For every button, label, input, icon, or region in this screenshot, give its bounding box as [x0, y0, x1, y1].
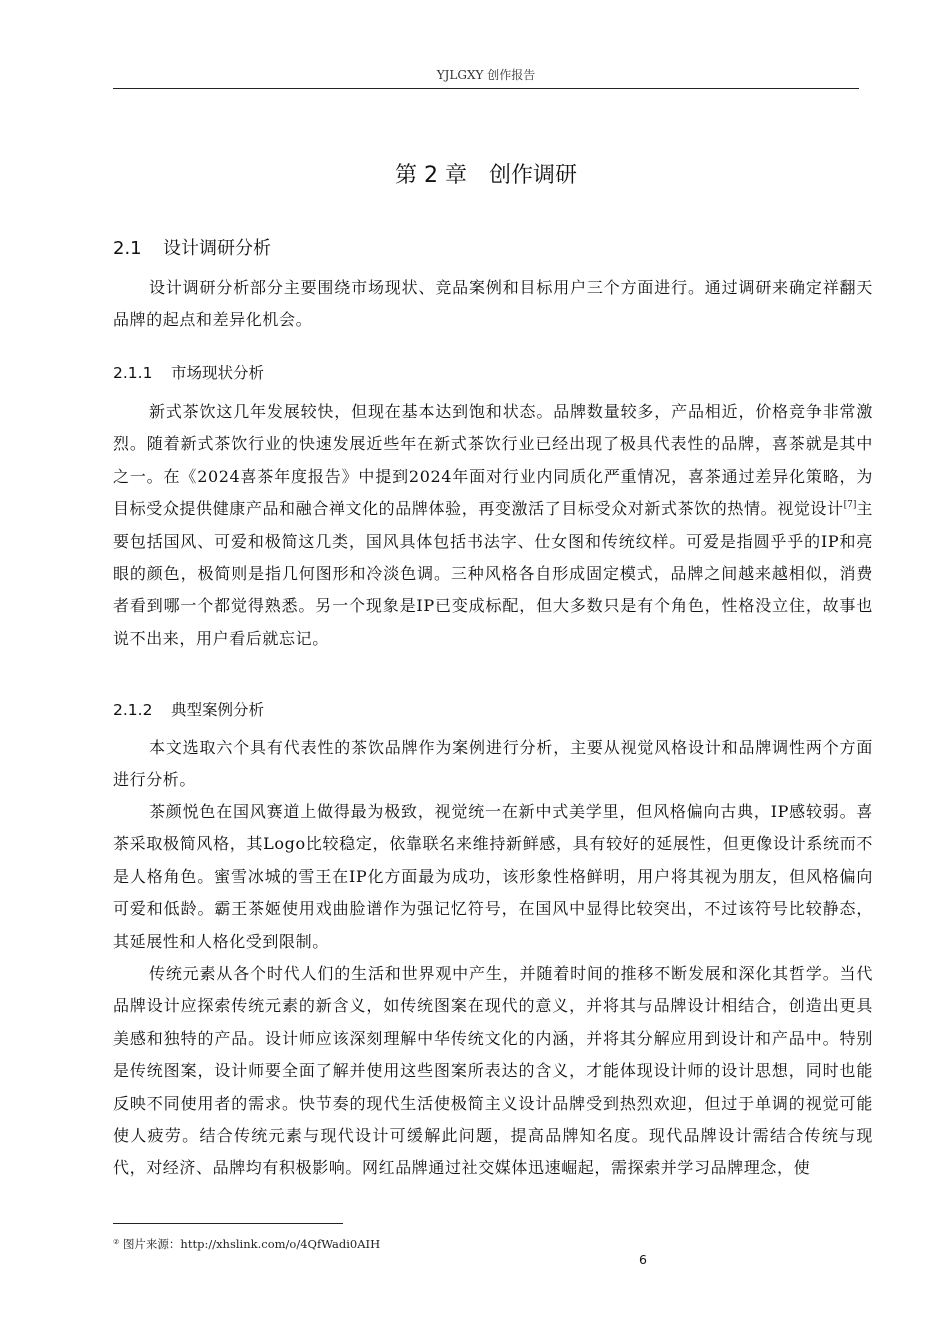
footnote-marker: ② — [113, 1238, 120, 1246]
section-title: 典型案例分析 — [171, 701, 265, 719]
citation-ref: [7] — [843, 500, 857, 511]
section-heading-2-1-1 — [113, 361, 264, 383]
paragraph: 设计调研分析部分主要围绕市场现状、竞品案例和目标用户三个方面进行。通过调研来确定祥翻天品牌的起点和差异化机会。 — [113, 278, 873, 330]
footnote-rule — [113, 1223, 343, 1224]
paragraph-text: 主要包括国风、可爱和极简这几类，国风具体包括书法字、仕女图和传统纹样。可爱是指圆乎乎的IP和亮眼的颜色，极简则是指几何图形和冷淡色调。三种风格各自形成固定模式，品牌之间越来越相似，消费者看到哪一个都觉得熟悉。另一个现象是IP已变成标配，但大多数只是有个角色，性格没立住，故事也说不出来，用户看后就忘记。 — [113, 499, 873, 648]
chapter-title: 创作调研 — [488, 163, 577, 188]
section-heading-2-1-2 — [113, 698, 264, 720]
footnote — [113, 1236, 380, 1252]
paragraph-text: 新式茶饮这几年发展较快，但现在基本达到饱和状态。品牌数量较多，产品相近，价格竞争非常激烈。随着新式茶饮行业的快速发展近些年在新式茶饮行业已经出现了极具代表性的品牌，喜茶就是其中之一。在《2024喜茶年度报告》中提到2024年面对行业内同质化严重情况，喜茶通过差异化策略，为目标受众提供健康产品和融合禅文化的品牌体验，再变激活了目标受众对新式茶饮的热情。视觉设计 — [113, 402, 873, 519]
section-number: 2.1.2 — [113, 701, 153, 719]
header-rule — [113, 88, 859, 89]
chapter-number: 第 2 章 — [395, 163, 467, 188]
page-number: 6 — [639, 1252, 647, 1267]
section-number: 2.1 — [113, 238, 142, 259]
paragraph: 本文选取六个具有代表性的茶饮品牌作为案例进行分析，主要从视觉风格设计和品牌调性两个方面进行分析。 — [113, 738, 873, 790]
section-title: 市场现状分析 — [171, 364, 265, 382]
section-number: 2.1.1 — [113, 364, 153, 382]
paragraph — [113, 396, 873, 655]
paragraph: 茶颜悦色在国风赛道上做得最为极致，视觉统一在新中式美学里，但风格偏向古典，IP感较弱。喜茶采取极简风格，其Logo比较稳定，依靠联名来维持新鲜感，具有较好的延展性，但更像设计系统而不是人格角色。蜜雪冰城的雪王在IP化方面最为成功，该形象性格鲜明，用户将其视为朋友，但风格偏向可爱和低龄。霸王茶姬使用戏曲脸谱作为强记忆符号，在国风中显得比较突出，不过该符号比较静态，其延展性和人格化受到限制。 — [113, 802, 873, 951]
section-heading-2-1 — [113, 234, 271, 260]
paragraph: 传统元素从各个时代人们的生活和世界观中产生，并随着时间的推移不断发展和深化其哲学。当代品牌设计应探索传统元素的新含义，如传统图案在现代的意义，并将其与品牌设计相结合，创造出更具美感和独特的产品。设计师应该深刻理解中华传统文化的内涵，并将其分解应用到设计和产品中。特别是传统图案，设计师要全面了解并使用这些图案所表达的含义，才能体现设计师的设计思想，同时也能反映不同使用者的需求。快节奏的现代生活使极简主义设计品牌受到热烈欢迎，但过于单调的视觉可能使人疲劳。结合传统元素与现代设计可缓解此问题，提高品牌知名度。现代品牌设计需结合传统与现代，对经济、品牌均有积极影响。网红品牌通过社交媒体迅速崛起，需探索并学习品牌理念，使 — [113, 964, 873, 1178]
chapter-heading — [113, 158, 859, 189]
section-title: 设计调研分析 — [163, 238, 271, 259]
footnote-text: 图片来源：http://xhslink.com/o/4QfWadi0AIH — [122, 1237, 381, 1251]
running-header: YJLGXY 创作报告 — [436, 68, 536, 82]
